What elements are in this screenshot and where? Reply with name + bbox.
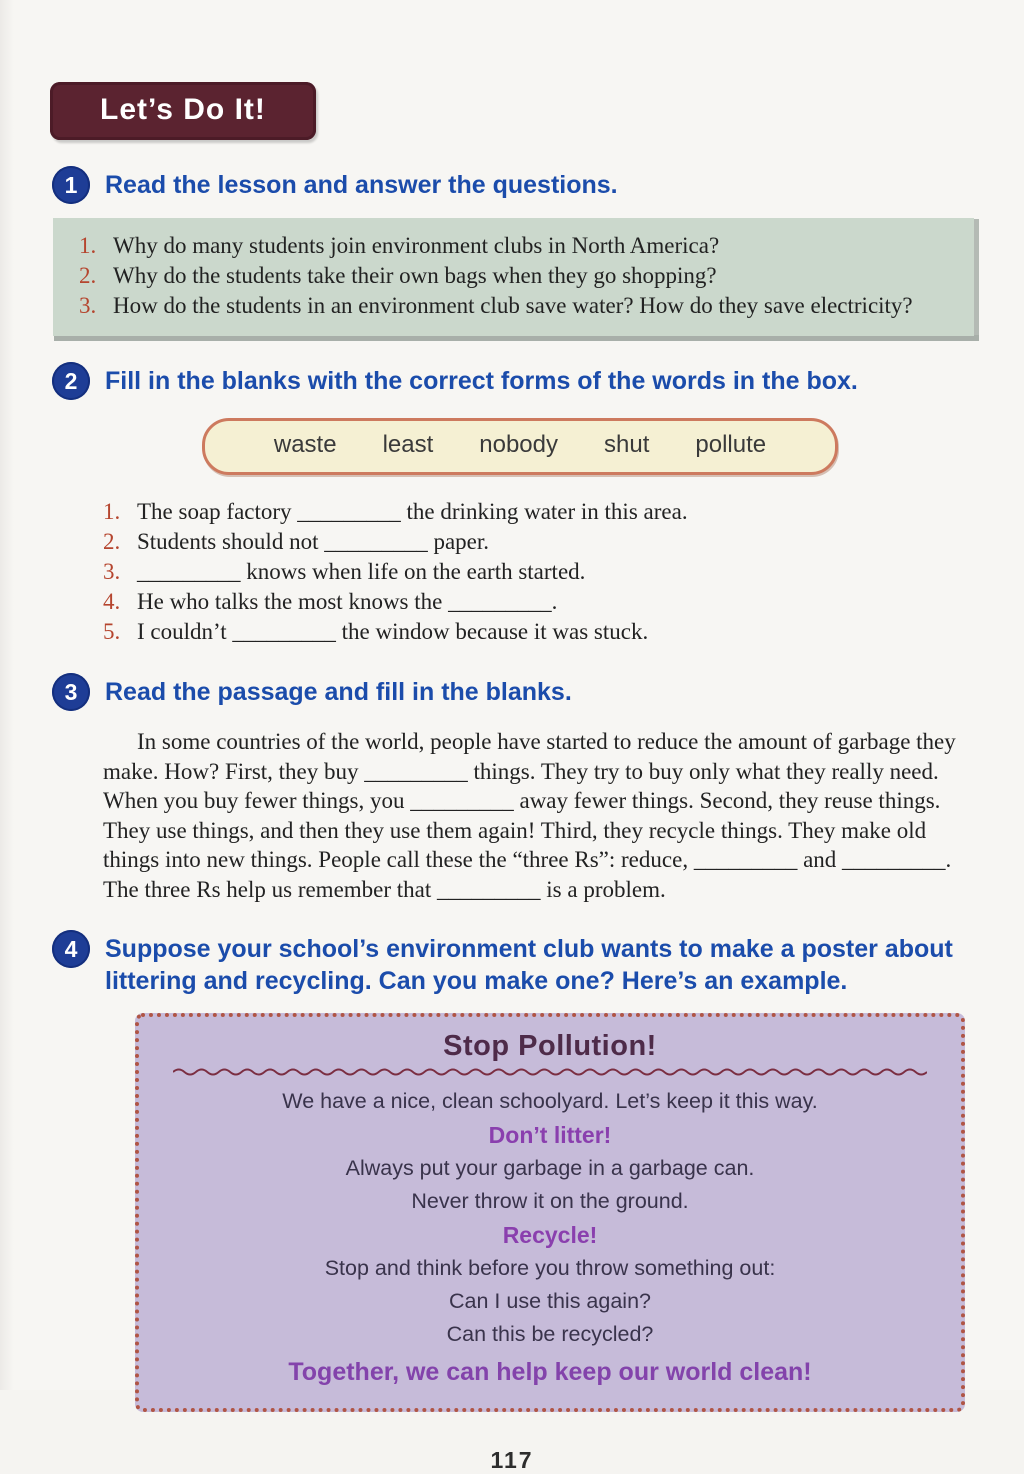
sentence-text: Students should not _________ paper. [137,529,490,554]
question-number: 3. [79,293,97,318]
exercise-3-title: Read the passage and fill in the blanks. [105,678,572,706]
page-number: 117 [490,1447,534,1473]
poster-line: Can I use this again? [449,1289,651,1313]
exercise-2-sentences [103,497,974,647]
question-number: 1. [79,233,97,258]
exercise-3-header [52,673,974,711]
lets-do-it-banner: Let’s Do It! [50,82,316,140]
poster-subheading: Don’t litter! [488,1122,612,1148]
sentence-number: 5. [103,619,121,644]
poster-line: Can this be recycled? [446,1322,654,1346]
wavy-divider-line [173,1066,927,1078]
word-box-word: shut [604,431,650,458]
question-item [79,291,952,321]
word-box-word: waste [273,431,337,458]
question-text: How do the students in an environment club save water? How do they save electricity? [113,293,913,318]
poster-line: Always put your garbage in a garbage can. [345,1156,755,1180]
exercise-4-title: Suppose your school’s environment club wants to make a poster about littering and recycling. Can you make one? Here’s an example. [105,935,953,995]
exercise-3-passage: In some countries of the world, people have started to reduce the amount of garbage they make. How? First, they buy _________ things. They try to buy only what they really need. When you buy fewer things, you _________ away fewer things. Second, they reuse things. They use things, and then they use them again! Third, they recycle things. They make old things into new things. People call these the “three Rs”: reduce, _________ and _________. The three Rs help us remember that _________ is a problem. [103,729,956,902]
poster-slogan: Together, we can help keep our world clean! [288,1358,812,1386]
sentence-item [103,557,974,587]
poster-line: We have a nice, clean schoolyard. Let’s keep it this way. [282,1089,818,1113]
exercise-2-badge: 2 [52,362,90,400]
word-box-word: pollute [695,431,767,458]
question-text: Why do many students join environment clubs in North America? [113,233,720,258]
sentence-number: 4. [103,589,121,614]
word-box [202,418,838,475]
word-box-word: nobody [479,431,559,458]
sentence-item [103,587,974,617]
sentence-number: 1. [103,499,121,524]
question-item [79,231,952,261]
exercise-1-header [52,166,974,204]
exercise-1-question-box [53,218,974,336]
question-number: 2. [79,263,97,288]
sentence-number: 3. [103,559,121,584]
question-text: Why do the students take their own bags when they go shopping? [113,263,717,288]
exercise-1-badge: 1 [52,166,90,204]
sentence-item [103,617,974,647]
question-item [79,261,952,291]
exercise-2-header [52,362,974,400]
word-box-word: least [382,431,434,458]
poster-subheading: Recycle! [502,1222,598,1248]
poster-line: Never throw it on the ground. [411,1189,689,1213]
sentence-text: I couldn’t _________ the window because it was stuck. [137,619,649,644]
poster-title: Stop Pollution! [443,1030,657,1062]
exercise-2-title: Fill in the blanks with the correct forms of the words in the box. [105,367,858,395]
sentence-text: The soap factory _________ the drinking water in this area. [137,499,688,524]
pollution-poster [135,1013,965,1412]
sentence-text: He who talks the most knows the _________. [137,589,558,614]
exercise-1-title: Read the lesson and answer the questions. [105,171,618,199]
sentence-text: _________ knows when life on the earth started. [137,559,586,584]
sentence-item [103,527,974,557]
poster-line: Stop and think before you throw something out: [324,1256,776,1280]
sentence-number: 2. [103,529,121,554]
exercise-4-badge: 4 [52,930,90,968]
sentence-item [103,497,974,527]
exercise-4-header [52,930,974,997]
exercise-3-badge: 3 [52,673,90,711]
